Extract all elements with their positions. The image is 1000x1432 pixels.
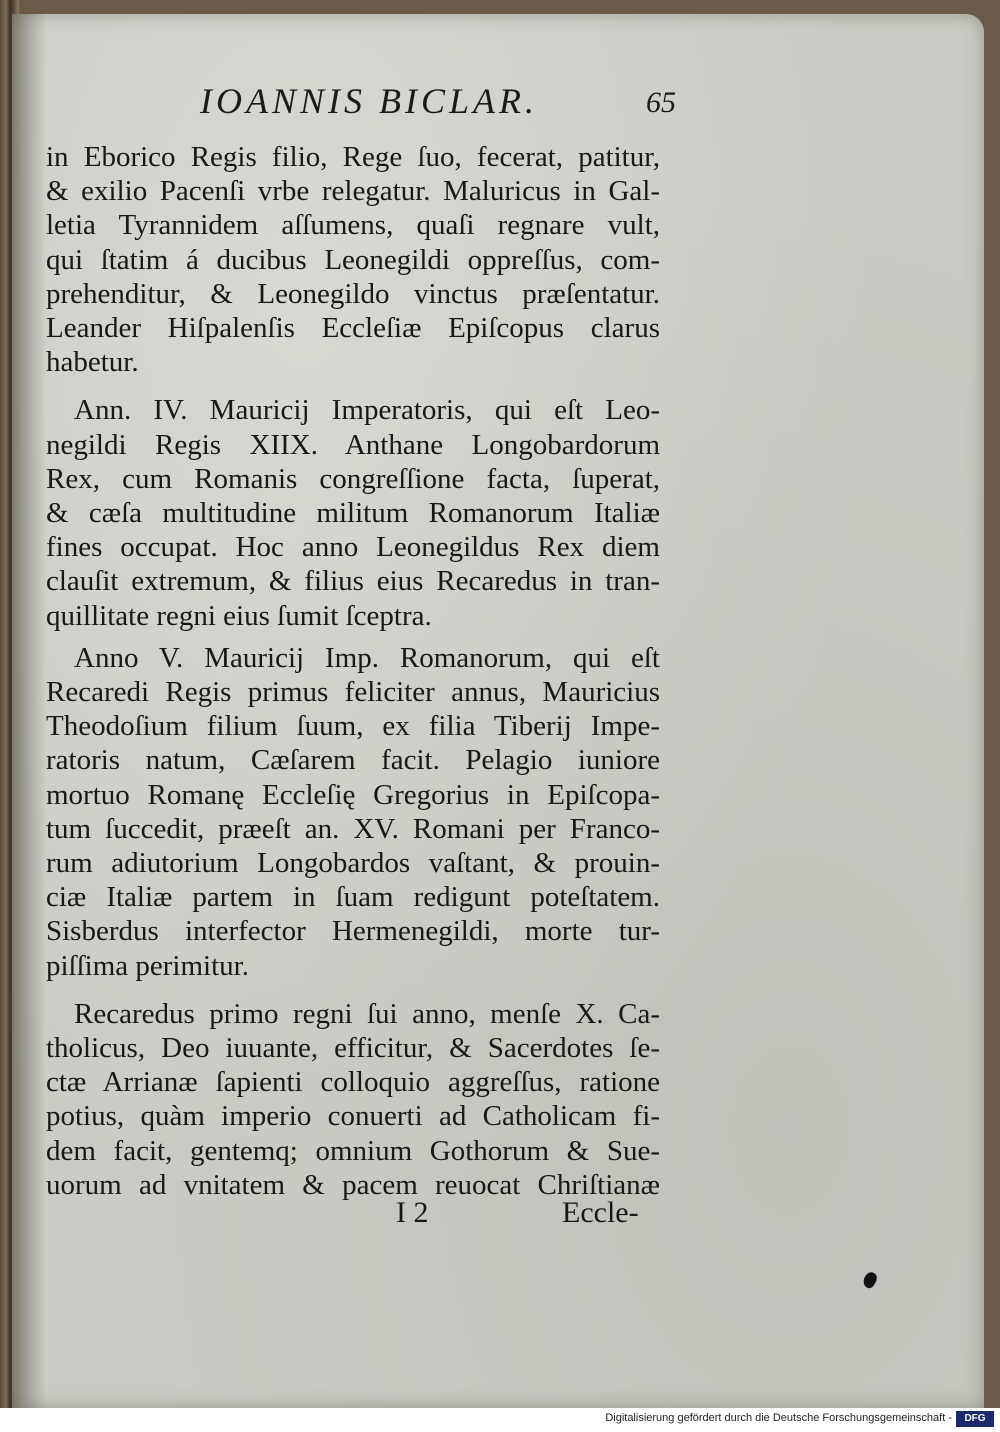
catchword: Eccle-: [562, 1196, 639, 1229]
text-line-last: quillitate regni eius ſumit ſceptra.: [46, 599, 432, 632]
text-line: potius, quàm imperio conuerti ad Catholicam fi-: [46, 1100, 660, 1133]
text-line: tum ſuccedit, præeſt an. XV. Romani per Franco-: [46, 812, 660, 845]
text-line: clauſit extremum, & filius eius Recaredus in tran-: [46, 565, 660, 598]
text-line: negildi Regis XIIX. Anthane Longobardorum: [46, 428, 660, 461]
text-line-last: piſſima perimitur.: [46, 949, 249, 982]
text-line: Sisberdus interfector Hermenegildi, morte tur-: [46, 915, 660, 948]
signature-mark: I 2: [396, 1196, 429, 1229]
text-line: Rex, cum Romanis congreſſione facta, ſuperat,: [46, 462, 660, 495]
digitization-credit: Digitalisierung gefördert durch die Deutsche Forschungsgemeinschaft -: [605, 1412, 952, 1424]
text-line: rum adiutorium Longobardos vaſtant, & prouin-: [46, 847, 660, 880]
text-line-last: habetur.: [46, 346, 139, 379]
text-line: mortuo Romanę Eccleſię Gregorius in Epiſcopa-: [46, 778, 660, 811]
text-line: letia Tyrannidem aſſumens, quaſi regnare vult,: [46, 209, 660, 242]
page-number: 65: [646, 86, 676, 119]
text-line: Leander Hiſpalenſis Eccleſiæ Epiſcopus clarus: [46, 312, 660, 345]
dfg-logo: DFG: [956, 1411, 994, 1427]
text-line: qui ſtatim á ducibus Leonegildi oppreſſus, com-: [46, 243, 660, 276]
paragraph-1: [46, 140, 660, 379]
text-line: Anno V. Mauricij Imp. Romanorum, qui eſt: [74, 641, 660, 674]
running-head: IOANNIS BICLAR.: [200, 81, 538, 121]
text-line: tholicus, Deo iuuante, efficitur, & Sacerdotes ſe-: [46, 1032, 660, 1065]
text-line: in Eborico Regis filio, Rege ſuo, fecerat, patitur,: [46, 141, 660, 173]
text-line: Recaredi Regis primus feliciter annus, Mauricius: [46, 676, 660, 709]
text-line: dem facit, gentemq; omnium Gothorum & Sue-: [46, 1134, 660, 1167]
body-text: [46, 140, 660, 1202]
text-line: & exilio Pacenſi vrbe relegatur. Maluricus in Gal-: [46, 175, 660, 208]
text-line: Recaredus primo regni ſui anno, menſe X. Ca-: [74, 997, 660, 1030]
text-line: ciæ Italiæ partem in ſuam redigunt poteſtatem.: [46, 881, 660, 914]
text-line: uorum ad vnitatem & pacem reuocat Chriſtianæ: [46, 1168, 660, 1201]
paragraph-3: [46, 641, 660, 983]
text-line: ratoris natum, Cæſarem facit. Pelagio iuniore: [46, 744, 660, 777]
text-line: fines occupat. Hoc anno Leonegildus Rex diem: [46, 531, 660, 564]
text-line: & cæſa multitudine militum Romanorum Italiæ: [46, 497, 660, 530]
page-gutter-shadow: [12, 14, 46, 1408]
text-line: Ann. IV. Mauricij Imperatoris, qui eſt Leo-: [74, 394, 660, 427]
text-line: ctæ Arrianæ ſapienti colloquio aggreſſus, ratione: [46, 1066, 660, 1099]
paragraph-4: [46, 997, 660, 1202]
text-line: Theodoſium filium ſuum, ex filia Tiberij Impe-: [46, 710, 660, 743]
text-line: prehenditur, & Leonegildo vinctus præſentatur.: [46, 277, 660, 310]
paragraph-2: [46, 393, 660, 632]
